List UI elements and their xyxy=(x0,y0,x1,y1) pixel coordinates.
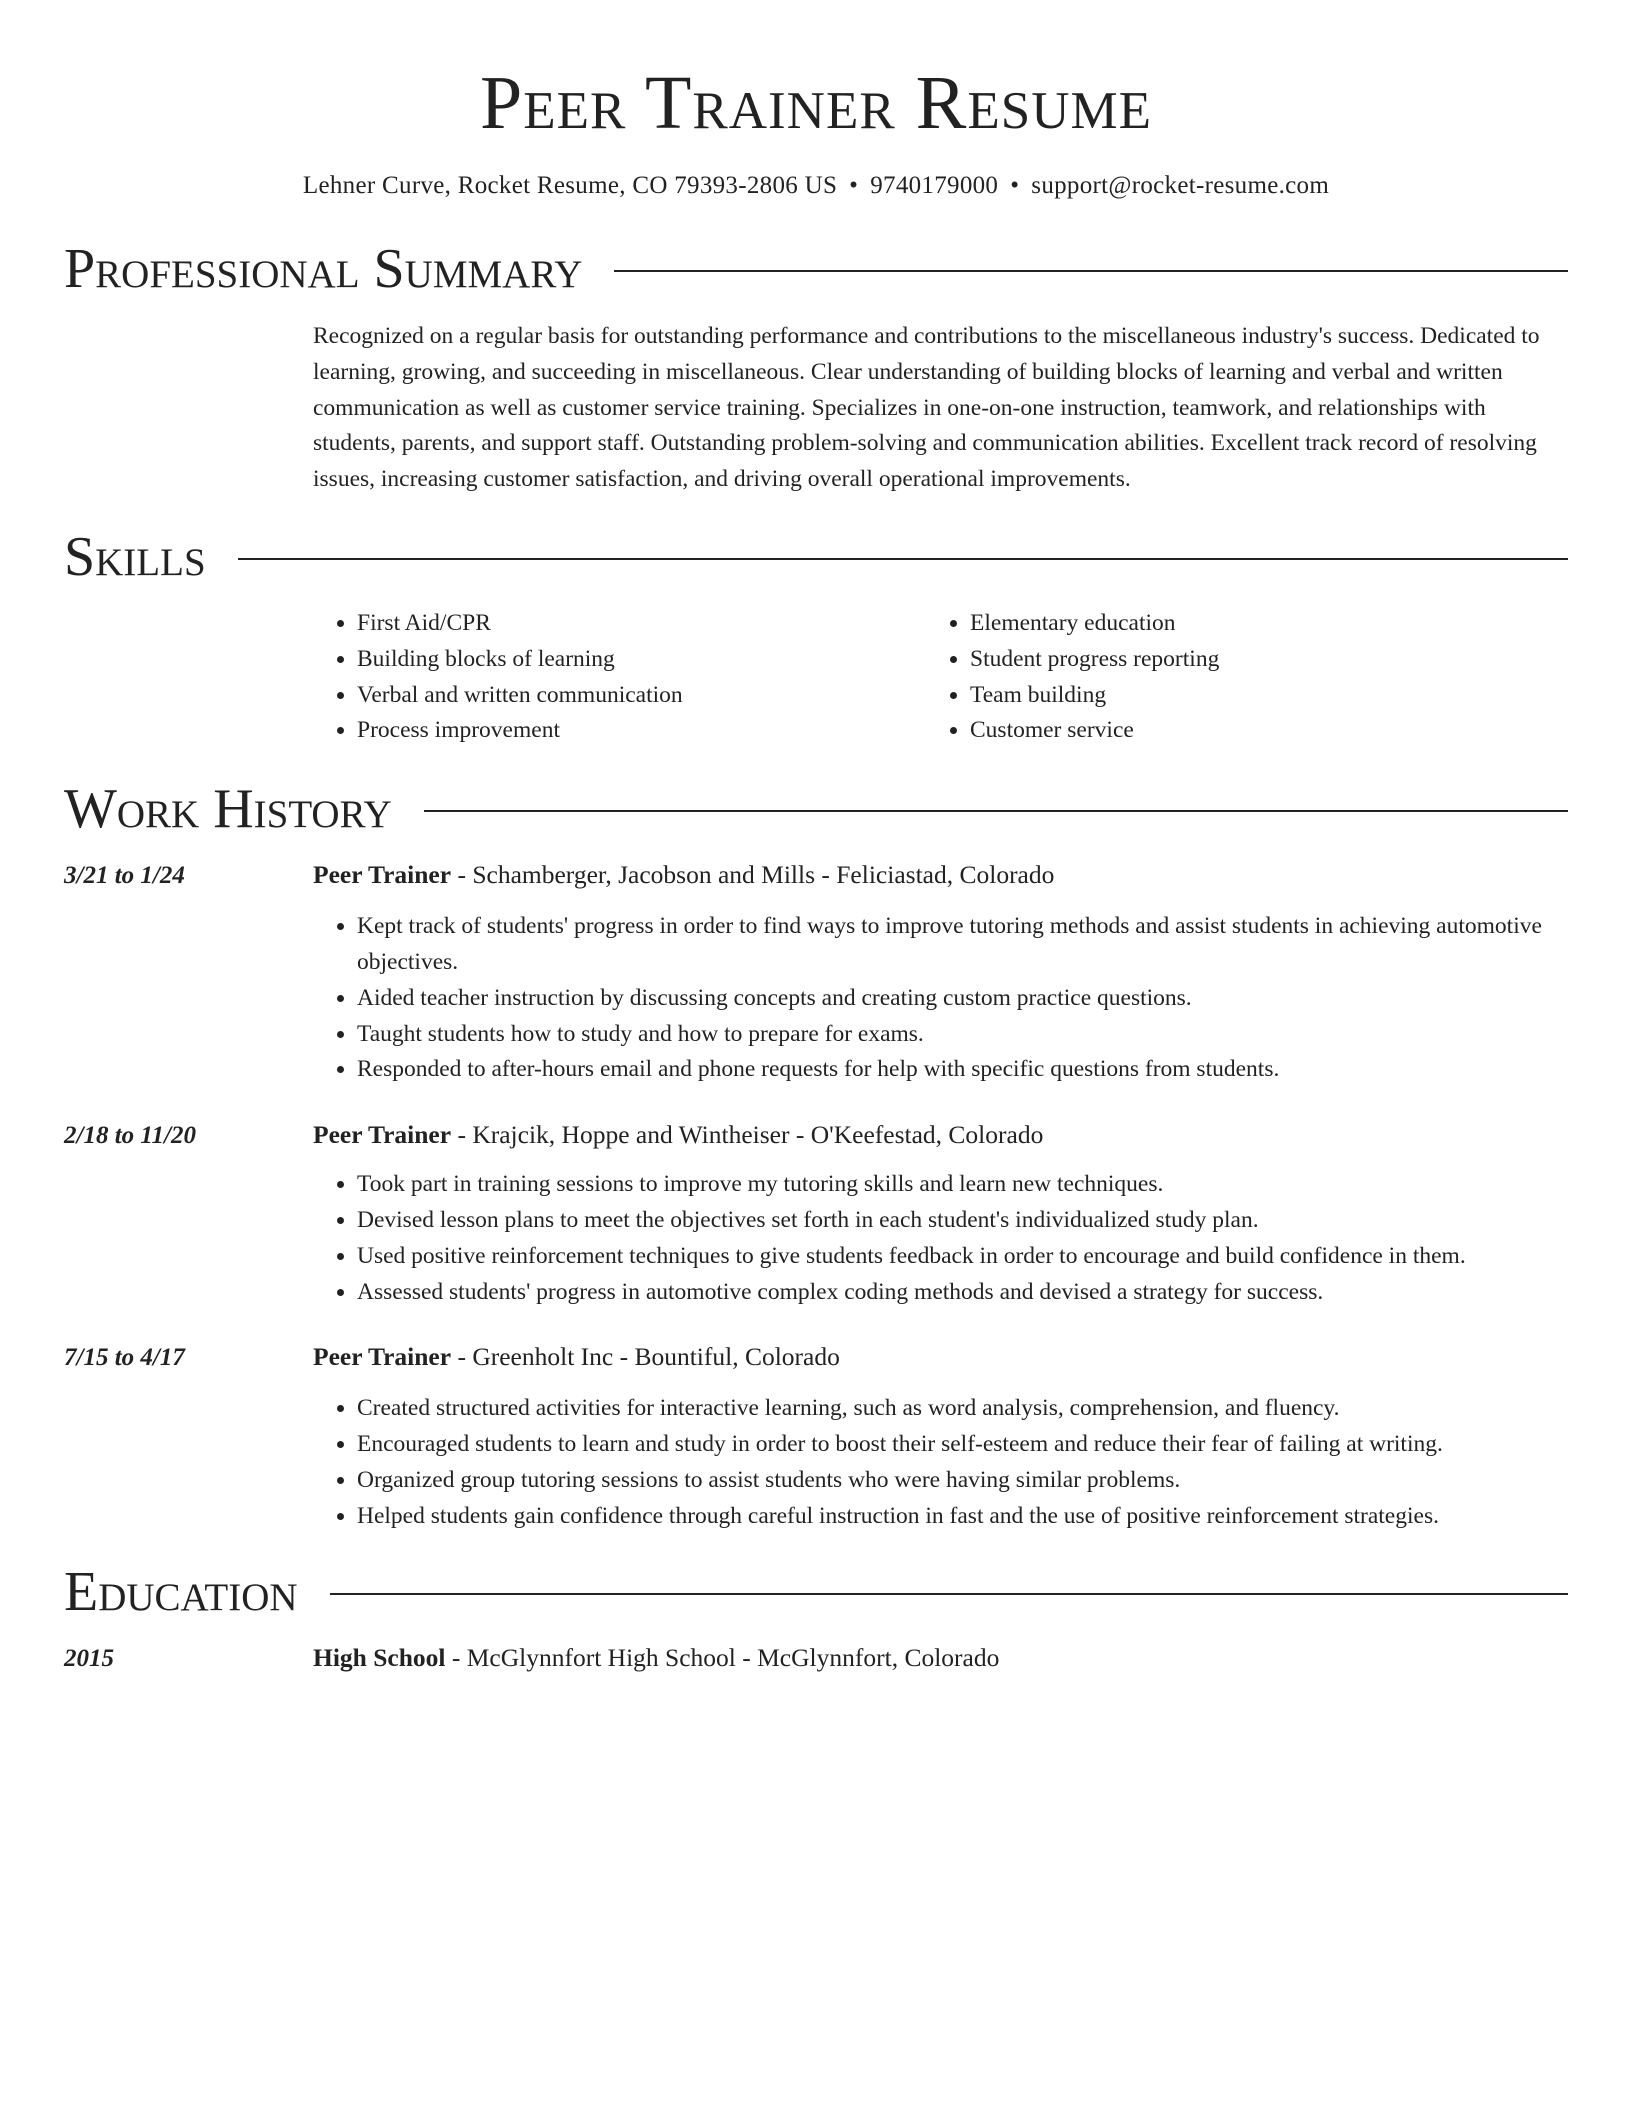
section-divider xyxy=(424,810,1568,812)
job-dates: 3/21 to 1/24 xyxy=(64,862,185,890)
summary-text: Recognized on a regular basis for outstanding performance and contributions to the miscellaneous industry's success. Dedicated to learning, growing, and succeeding in miscellaneous. Clear understanding of building blocks of learning and verbal and written communication as well as customer service training. Specializes in one-on-one instruction, teamwork, and relationships with students, parents, and support staff. Outstanding problem-solving and communication abilities. Excellent track record of resolving issues, increasing customer satisfaction, and driving overall operational improvements. xyxy=(313,323,1540,493)
job-title-line xyxy=(313,858,1054,892)
job-bullet: • Helped students gain confidence through careful instruction in fast and the use of positive reinforcement strategies. xyxy=(357,1499,1568,1535)
skills-column-left xyxy=(313,606,926,749)
section-divider xyxy=(330,1593,1568,1595)
skills-section-header xyxy=(64,524,1568,590)
section-divider xyxy=(614,270,1568,272)
skill-item: • Process improvement xyxy=(357,713,926,749)
contact-address: Lehner Curve, Rocket Resume, CO 79393-2806 US xyxy=(302,172,838,199)
section-divider xyxy=(238,558,1568,560)
resume-page xyxy=(64,0,1568,1676)
contact-phone: 9740179000 xyxy=(870,172,999,199)
education-degree: High School xyxy=(313,1642,446,1672)
contact-line xyxy=(64,170,1568,202)
education-section-header xyxy=(64,1559,1568,1625)
job-dates: 2/18 to 11/20 xyxy=(64,1122,196,1150)
job-entry xyxy=(64,858,1568,1088)
job-entry xyxy=(64,1340,1568,1534)
job-bullet: • Devised lesson plans to meet the objectives set forth in each student's individualized study plan. xyxy=(357,1203,1568,1239)
job-bullet: • Aided teacher instruction by discussing concepts and creating custom practice questions. xyxy=(357,981,1568,1017)
job-bullet: • Organized group tutoring sessions to assist students who were having similar problems. xyxy=(357,1463,1568,1499)
education-line xyxy=(313,1641,999,1675)
job-entry xyxy=(64,1118,1568,1310)
resume-title: Peer Trainer Resume xyxy=(479,61,1152,145)
education-entry xyxy=(64,1641,1568,1676)
job-employer: - Krajcik, Hoppe and Wintheiser - O'Keefestad, Colorado xyxy=(451,1120,1044,1150)
job-bullet: • Took part in training sessions to improve my tutoring skills and learn new techniques. xyxy=(357,1167,1568,1203)
summary-body xyxy=(313,319,1568,498)
job-title-line xyxy=(313,1340,840,1374)
education-year: 2015 xyxy=(64,1644,114,1672)
job-bullet: • Responded to after-hours email and phone requests for help with specific questions from students. xyxy=(357,1052,1568,1088)
job-header xyxy=(64,1340,1568,1375)
job-bullet: • Assessed students' progress in automotive complex coding methods and devised a strategy for success. xyxy=(357,1275,1568,1311)
education-header xyxy=(64,1641,1568,1676)
education-school: - McGlynnfort High School - McGlynnfort, Colorado xyxy=(445,1642,1000,1672)
job-dates: 7/15 to 4/17 xyxy=(64,1344,185,1372)
summary-section-header xyxy=(64,236,1568,302)
job-bullet: • Created structured activities for interactive learning, such as word analysis, comprehension, and fluency. xyxy=(357,1391,1568,1427)
job-bullet: • Kept track of students' progress in order to find ways to improve tutoring methods and assist students in achieving automotive objectives. xyxy=(357,909,1568,981)
job-header xyxy=(64,858,1568,893)
job-bullets xyxy=(313,909,1568,1088)
job-role: Peer Trainer xyxy=(313,1120,452,1150)
skills-column-right xyxy=(926,606,1539,749)
contact-separator: • xyxy=(849,172,859,199)
job-bullet: • Taught students how to study and how to prepare for exams. xyxy=(357,1017,1568,1053)
work-heading: Work History xyxy=(64,778,392,841)
job-bullet: • Encouraged students to learn and study in order to boost their self-esteem and reduce their fear of failing at writing. xyxy=(357,1427,1568,1463)
job-role: Peer Trainer xyxy=(313,1342,452,1372)
skill-item: • Verbal and written communication xyxy=(357,678,926,714)
skill-item: • First Aid/CPR xyxy=(357,606,926,642)
skills-heading: Skills xyxy=(64,525,206,588)
skill-item: • Customer service xyxy=(970,713,1539,749)
job-title-line xyxy=(313,1118,1043,1152)
job-role: Peer Trainer xyxy=(313,860,452,890)
contact-separator: • xyxy=(1010,172,1020,199)
skills-list xyxy=(313,606,1568,749)
job-employer: - Schamberger, Jacobson and Mills - Feliciastad, Colorado xyxy=(451,860,1055,890)
skill-item: • Student progress reporting xyxy=(970,642,1539,678)
work-section-header xyxy=(64,776,1568,842)
education-heading: Education xyxy=(64,1560,298,1623)
skill-item: • Elementary education xyxy=(970,606,1539,642)
job-bullet: • Used positive reinforcement techniques to give students feedback in order to encourage and build confidence in them. xyxy=(357,1239,1568,1275)
skill-item: • Building blocks of learning xyxy=(357,642,926,678)
job-bullets xyxy=(313,1391,1568,1534)
contact-email: support@rocket-resume.com xyxy=(1031,172,1330,199)
summary-heading: Professional Summary xyxy=(64,238,583,300)
job-bullets xyxy=(313,1167,1568,1310)
job-header xyxy=(64,1118,1568,1153)
skill-item: • Team building xyxy=(970,678,1539,714)
job-employer: - Greenholt Inc - Bountiful, Colorado xyxy=(451,1342,840,1372)
